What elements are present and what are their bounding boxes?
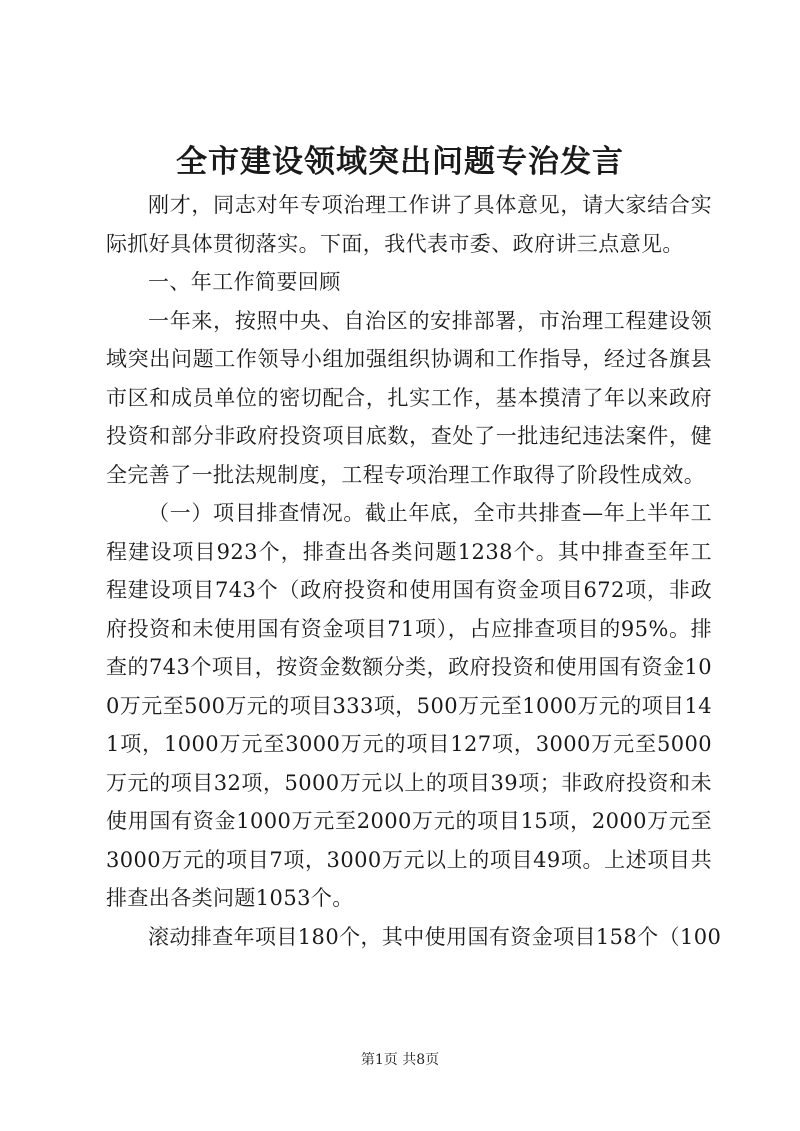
page-footer: 第1页 共8页 xyxy=(360,1052,440,1068)
paragraph-project-inspection: （一）项目排查情况。截止年底，全市共排查—年上半年工程建设项目923个，排查出各类问题1238个。其中排查至年工程建设项目743个（政府投资和使用国有资金项目672项，非政府投资和未使用国有资金项目71项），占应排查项目的95%。排查的743个项目，按资金数额分类，政府投资和使用国有资金100万元至500万元的项目333项，500万元至1000万元的项目141项，1000万元至3000万元的项目127项，3000万元至5000万元的项目32项，5000万元以上的项目39项；非政府投资和未使用国有资金1000万元至2000万元的项目15项，2000万元至3000万元的项目7项，3000万元以上的项目49项。上述项目共排查出各类问题1053个。 xyxy=(106,501,712,910)
paragraph-rolling-inspection: 滚动排查年项目180个，其中使用国有资金项目158个（100 xyxy=(148,924,722,949)
paragraph-intro: 刚才，同志对年专项治理工作讲了具体意见，请大家结合实际抓好具体贯彻落实。下面，我代表市委、政府讲三点意见。 xyxy=(106,193,712,256)
document-body xyxy=(106,186,722,956)
section-heading-review: 一、年工作简要回顾 xyxy=(148,270,341,294)
paragraph-year-summary: 一年来，按照中央、自治区的安排部署，市治理工程建设领域突出问题工作领导小组加强组织协调和工作指导，经过各旗县市区和成员单位的密切配合，扎实工作，基本摸清了年以来政府投资和部分非政府投资项目底数，查处了一批违纪违法案件，健全完善了一批法规制度，工程专项治理工作取得了阶段性成效。 xyxy=(106,308,712,487)
document-title: 全市建设领域突出问题专治发言 xyxy=(176,144,624,180)
